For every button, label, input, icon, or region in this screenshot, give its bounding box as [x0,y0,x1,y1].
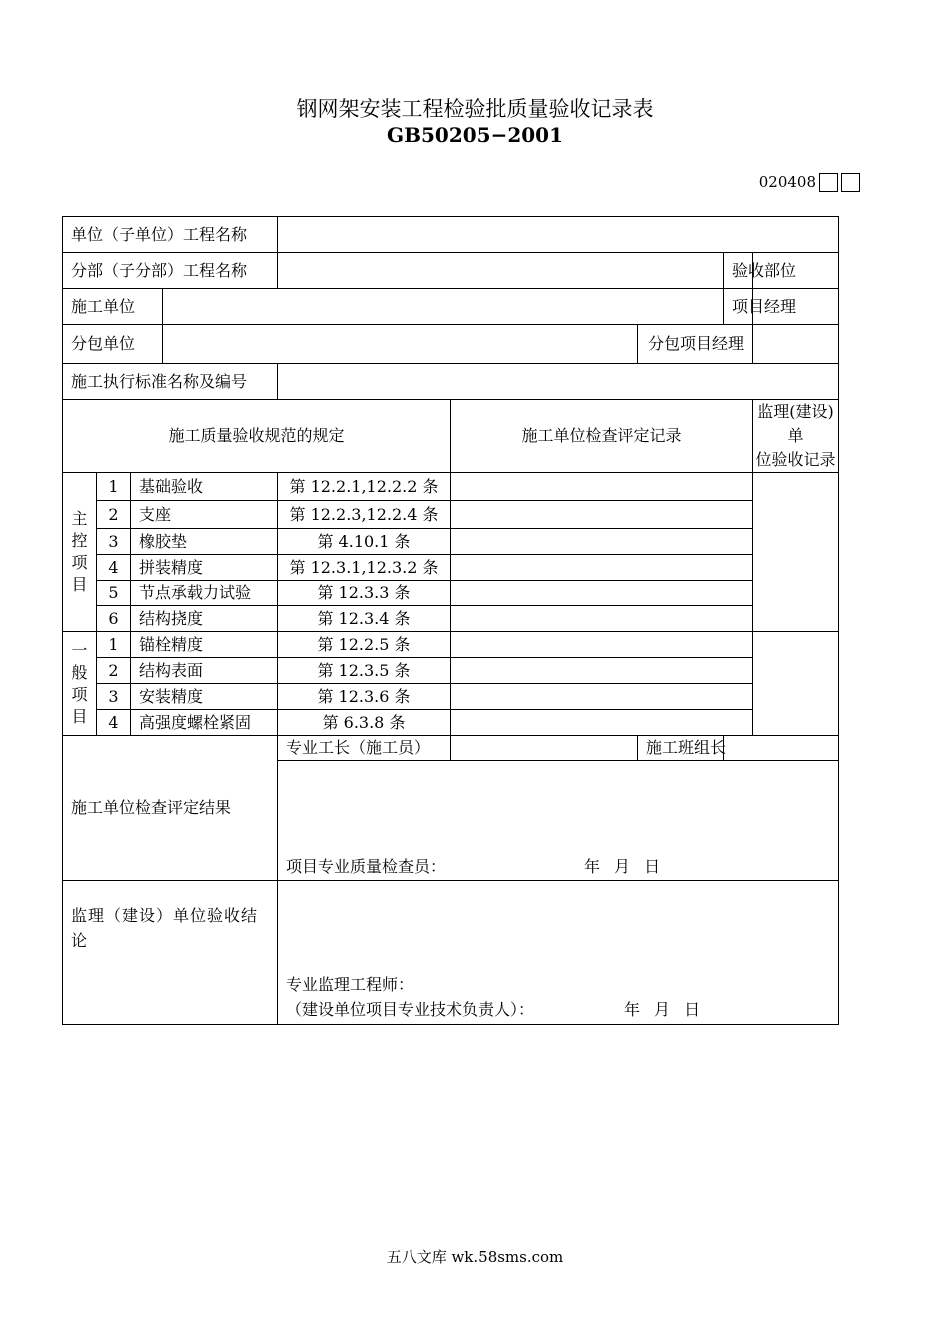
supervision-label: 监理（建设）单位验收结论 [63,881,278,1025]
footer-watermark: 五八文库 wk.58sms.com [386,1248,564,1266]
item-clause: 第 6.3.8 条 [278,710,451,736]
item-clause: 第 12.3.6 条 [278,684,451,710]
standard-value[interactable] [278,364,839,400]
form-code-row [759,172,860,192]
form-code: 020408 [758,173,816,191]
acceptance-form-table [62,216,839,1025]
inspector-label: 项目专业质量检查员： [286,857,447,876]
item-no: 3 [97,684,131,710]
item-check-record[interactable] [451,684,753,710]
unit-project-label: 单位（子单位）工程名称 [63,217,278,253]
team-leader-label: 施工班组长 [638,736,724,761]
supervision-column-header: 监理(建设)单 位验收记录 [753,400,839,473]
construction-unit-label: 施工单位 [63,289,163,325]
item-check-record[interactable] [451,710,753,736]
standard-label: 施工执行标准名称及编号 [63,364,278,400]
item-check-record[interactable] [451,581,753,606]
item-name: 高强度螺栓紧固 [131,710,278,736]
result-label: 施工单位检查评定结果 [63,736,278,881]
main-control-supervision-record[interactable] [753,473,839,632]
item-name: 支座 [131,501,278,529]
construction-unit-value[interactable] [163,289,724,325]
item-name: 基础验收 [131,473,278,501]
foreman-value[interactable] [451,736,638,761]
item-clause: 第 12.2.3,12.2.4 条 [278,501,451,529]
item-no: 2 [97,501,131,529]
item-no: 3 [97,529,131,555]
item-clause: 第 12.2.1,12.2.2 条 [278,473,451,501]
result-date: 年 月 日 [584,857,661,876]
form-code-box-1[interactable] [819,173,838,192]
item-check-record[interactable] [451,555,753,581]
item-clause: 第 12.3.1,12.3.2 条 [278,555,451,581]
main-control-label: 主 控 项 目 [63,473,97,632]
item-check-record[interactable] [451,606,753,632]
item-clause: 第 12.3.5 条 [278,658,451,684]
item-no: 4 [97,710,131,736]
page-title: 钢网架安装工程检验批质量验收记录表 [296,97,654,121]
owner-label: （建设单位项目专业技术负责人）： [286,1000,535,1019]
sub-project-manager-label: 分包项目经理 [638,325,753,364]
item-no: 1 [97,632,131,658]
form-code-box-2[interactable] [841,173,860,192]
item-clause: 第 12.3.4 条 [278,606,451,632]
team-leader-value[interactable] [724,736,839,761]
foreman-label: 专业工长（施工员） [278,736,451,761]
item-no: 5 [97,581,131,606]
item-check-record[interactable] [451,501,753,529]
item-no: 2 [97,658,131,684]
sub-project-value[interactable] [278,253,724,289]
item-name: 橡胶垫 [131,529,278,555]
item-no: 6 [97,606,131,632]
item-check-record[interactable] [451,658,753,684]
item-name: 拼装精度 [131,555,278,581]
item-clause: 第 4.10.1 条 [278,529,451,555]
acceptance-part-label: 验收部位 [724,253,753,289]
sub-project-label: 分部（子分部）工程名称 [63,253,278,289]
spec-column-header: 施工质量验收规范的规定 [63,400,451,473]
item-check-record[interactable] [451,632,753,658]
item-no: 1 [97,473,131,501]
item-name: 锚栓精度 [131,632,278,658]
item-name: 结构表面 [131,658,278,684]
subcontractor-label: 分包单位 [63,325,163,364]
item-name: 安装精度 [131,684,278,710]
item-check-record[interactable] [451,473,753,501]
unit-project-value[interactable] [278,217,839,253]
sub-project-manager-value[interactable] [753,325,839,364]
item-name: 结构挠度 [131,606,278,632]
general-items-label: 一 般 项 目 [63,632,97,736]
check-record-column-header: 施工单位检查评定记录 [451,400,753,473]
item-clause: 第 12.2.5 条 [278,632,451,658]
project-manager-label: 项目经理 [724,289,753,325]
item-check-record[interactable] [451,529,753,555]
general-supervision-record[interactable] [753,632,839,736]
engineer-label: 专业监理工程师： [286,975,415,994]
subcontractor-value[interactable] [163,325,638,364]
item-clause: 第 12.3.3 条 [278,581,451,606]
item-no: 4 [97,555,131,581]
item-name: 节点承载力试验 [131,581,278,606]
supervision-date: 年 月 日 [624,1000,701,1019]
result-sign-area[interactable] [278,761,839,881]
supervision-sign-area[interactable] [278,881,839,1025]
standard-code: GB50205−2001 [387,123,563,147]
